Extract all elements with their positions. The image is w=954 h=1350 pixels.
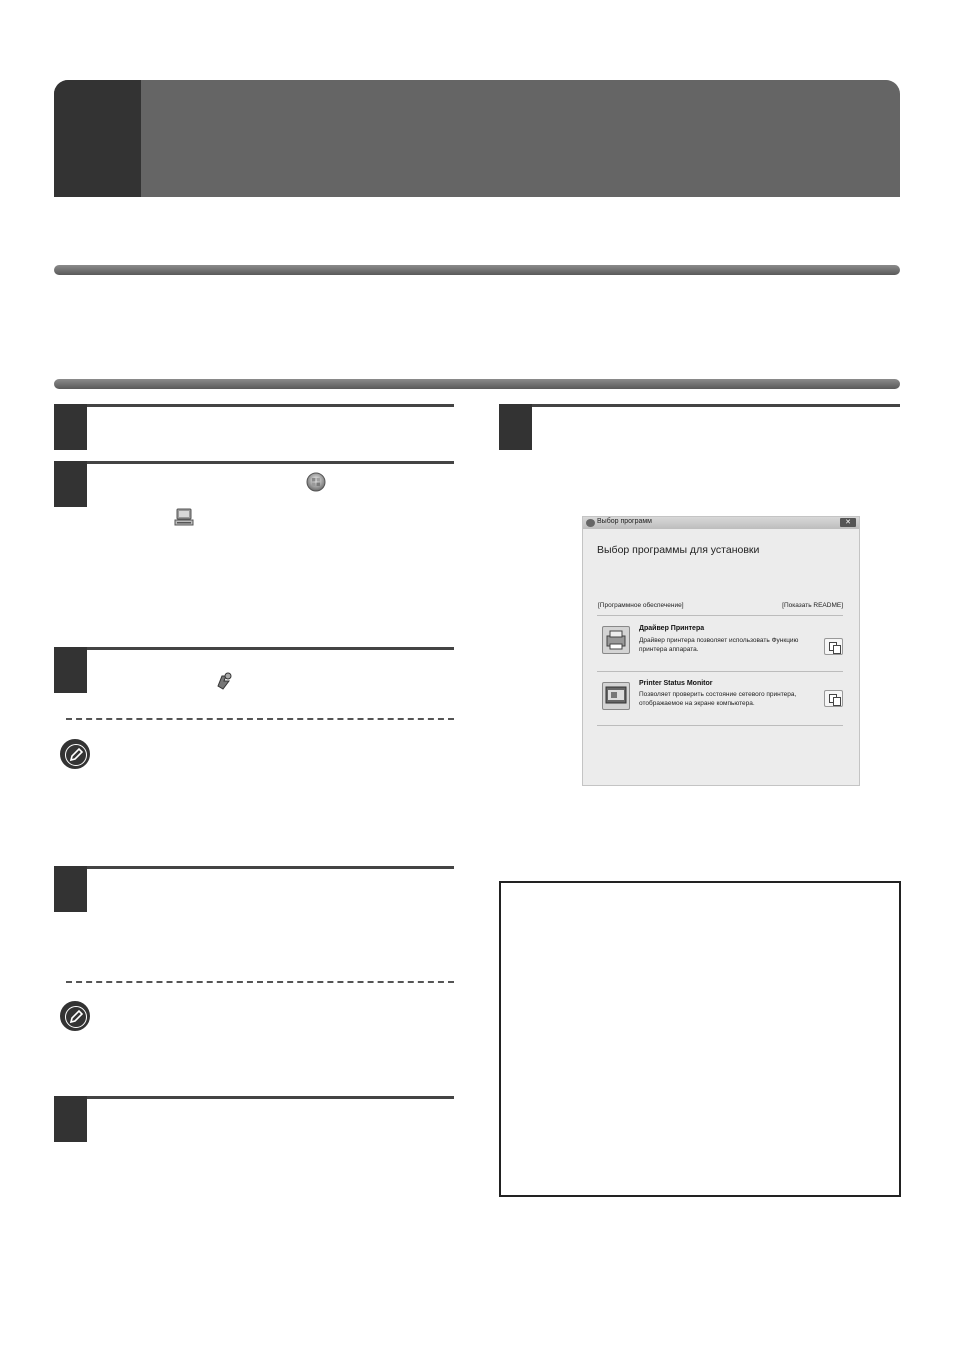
computer-icon bbox=[174, 507, 194, 527]
step-4-bar bbox=[54, 866, 454, 869]
dialog-title-bar bbox=[583, 517, 859, 529]
note-1-dashed-divider bbox=[66, 718, 454, 720]
step-3-number-box bbox=[54, 647, 87, 693]
step-5-number-box bbox=[54, 1096, 87, 1142]
app-icon bbox=[586, 519, 595, 527]
info-box bbox=[499, 881, 901, 1197]
step-6-bar bbox=[499, 404, 900, 407]
printer-driver-icon[interactable] bbox=[602, 626, 630, 654]
chapter-number-tab bbox=[54, 80, 141, 197]
show-readme-link[interactable]: [Показать README] bbox=[782, 602, 843, 609]
step-1-number-box bbox=[54, 404, 87, 450]
step-2-number-box bbox=[54, 461, 87, 507]
setup-icon bbox=[214, 671, 234, 691]
close-button[interactable]: ✕ bbox=[840, 518, 856, 527]
copy-printer-status-monitor-button[interactable] bbox=[824, 690, 843, 707]
step-4-number-box bbox=[54, 866, 87, 912]
dialog-separator bbox=[597, 671, 843, 672]
windows-start-icon bbox=[306, 472, 326, 492]
dialog-heading: Выбор программы для установки bbox=[597, 544, 760, 556]
software-selection-dialog bbox=[582, 516, 860, 786]
note-2-dashed-divider bbox=[66, 981, 454, 983]
dialog-separator bbox=[597, 725, 843, 726]
software-link[interactable]: [Программное обеспечение] bbox=[598, 602, 684, 609]
chapter-header bbox=[54, 80, 900, 197]
dialog-window-title: Выбор программ bbox=[597, 518, 652, 525]
copy-printer-driver-button[interactable] bbox=[824, 638, 843, 655]
note-pencil-icon bbox=[60, 1001, 90, 1031]
program-description-printer-driver: Драйвер принтера позволяет использовать Функцию принтера аппарата. bbox=[639, 637, 799, 653]
program-description-printer-status-monitor: Позволяет проверить состояние сетевого принтера, отображаемое на экране компьютера. bbox=[639, 691, 797, 707]
step-6-number-box bbox=[499, 404, 532, 450]
program-name-printer-status-monitor[interactable]: Printer Status Monitor bbox=[639, 680, 713, 687]
section-rule-bottom bbox=[54, 379, 900, 389]
dialog-separator bbox=[597, 615, 843, 616]
note-pencil-icon bbox=[60, 739, 90, 769]
step-1-bar bbox=[54, 404, 454, 407]
step-2-bar bbox=[54, 461, 454, 464]
step-3-bar bbox=[54, 647, 454, 650]
program-name-printer-driver[interactable]: Драйвер Принтера bbox=[639, 625, 705, 632]
step-5-bar bbox=[54, 1096, 454, 1099]
printer-status-monitor-icon[interactable] bbox=[602, 682, 630, 710]
section-rule-top bbox=[54, 265, 900, 275]
